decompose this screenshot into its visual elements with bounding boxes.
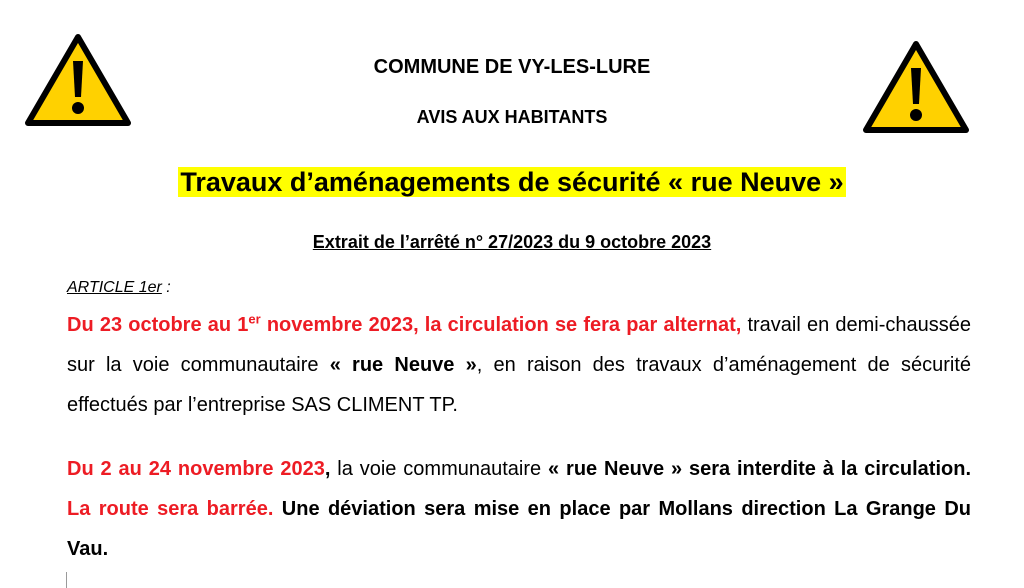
p2-closure-text: « rue Neuve » sera interdite à la circulation. bbox=[548, 458, 971, 480]
p2-text-a: la voie communautaire bbox=[330, 458, 549, 480]
notice-heading: AVIS AUX HABITANTS bbox=[416, 107, 608, 127]
p1-text-a: travail en demi-chaussée sur la voie communautaire bbox=[67, 314, 972, 376]
commune-heading: COMMUNE DE VY-LES-LURE bbox=[373, 56, 651, 78]
p2-comma: , bbox=[324, 458, 331, 480]
p1-red-text-a: Du 23 octobre au 1 bbox=[67, 314, 249, 336]
paragraph-alternating-traffic bbox=[67, 305, 971, 425]
text-cursor bbox=[66, 572, 67, 588]
p1-text-b: , en raison des travaux d’aménagement de sécurité effectués par l’entreprise SAS CLIMENT TP. bbox=[67, 354, 972, 416]
article-heading bbox=[67, 279, 171, 297]
document-title: Travaux d’aménagements de sécurité « rue Neuve » bbox=[180, 167, 844, 197]
p2-detour-text: Une déviation sera mise en place par Mollans direction La Grange Du Vau. bbox=[67, 498, 971, 560]
title-container bbox=[0, 164, 1024, 200]
p1-red-superscript: er bbox=[248, 311, 261, 327]
p2-road-closed: La route sera barrée. bbox=[67, 498, 274, 520]
article-label: ARTICLE 1er bbox=[67, 279, 162, 296]
paragraph-road-closure bbox=[67, 449, 971, 569]
p1-red-text-b: novembre 2023, la circulation se fera par alternat, bbox=[260, 314, 742, 336]
article-suffix: : bbox=[161, 279, 171, 296]
p2-red-dates: Du 2 au 24 novembre 2023 bbox=[67, 458, 325, 480]
p1-street-name: « rue Neuve » bbox=[329, 354, 477, 376]
decree-extract-heading: Extrait de l’arrêté n° 27/2023 du 9 octobre 2023 bbox=[312, 232, 712, 252]
